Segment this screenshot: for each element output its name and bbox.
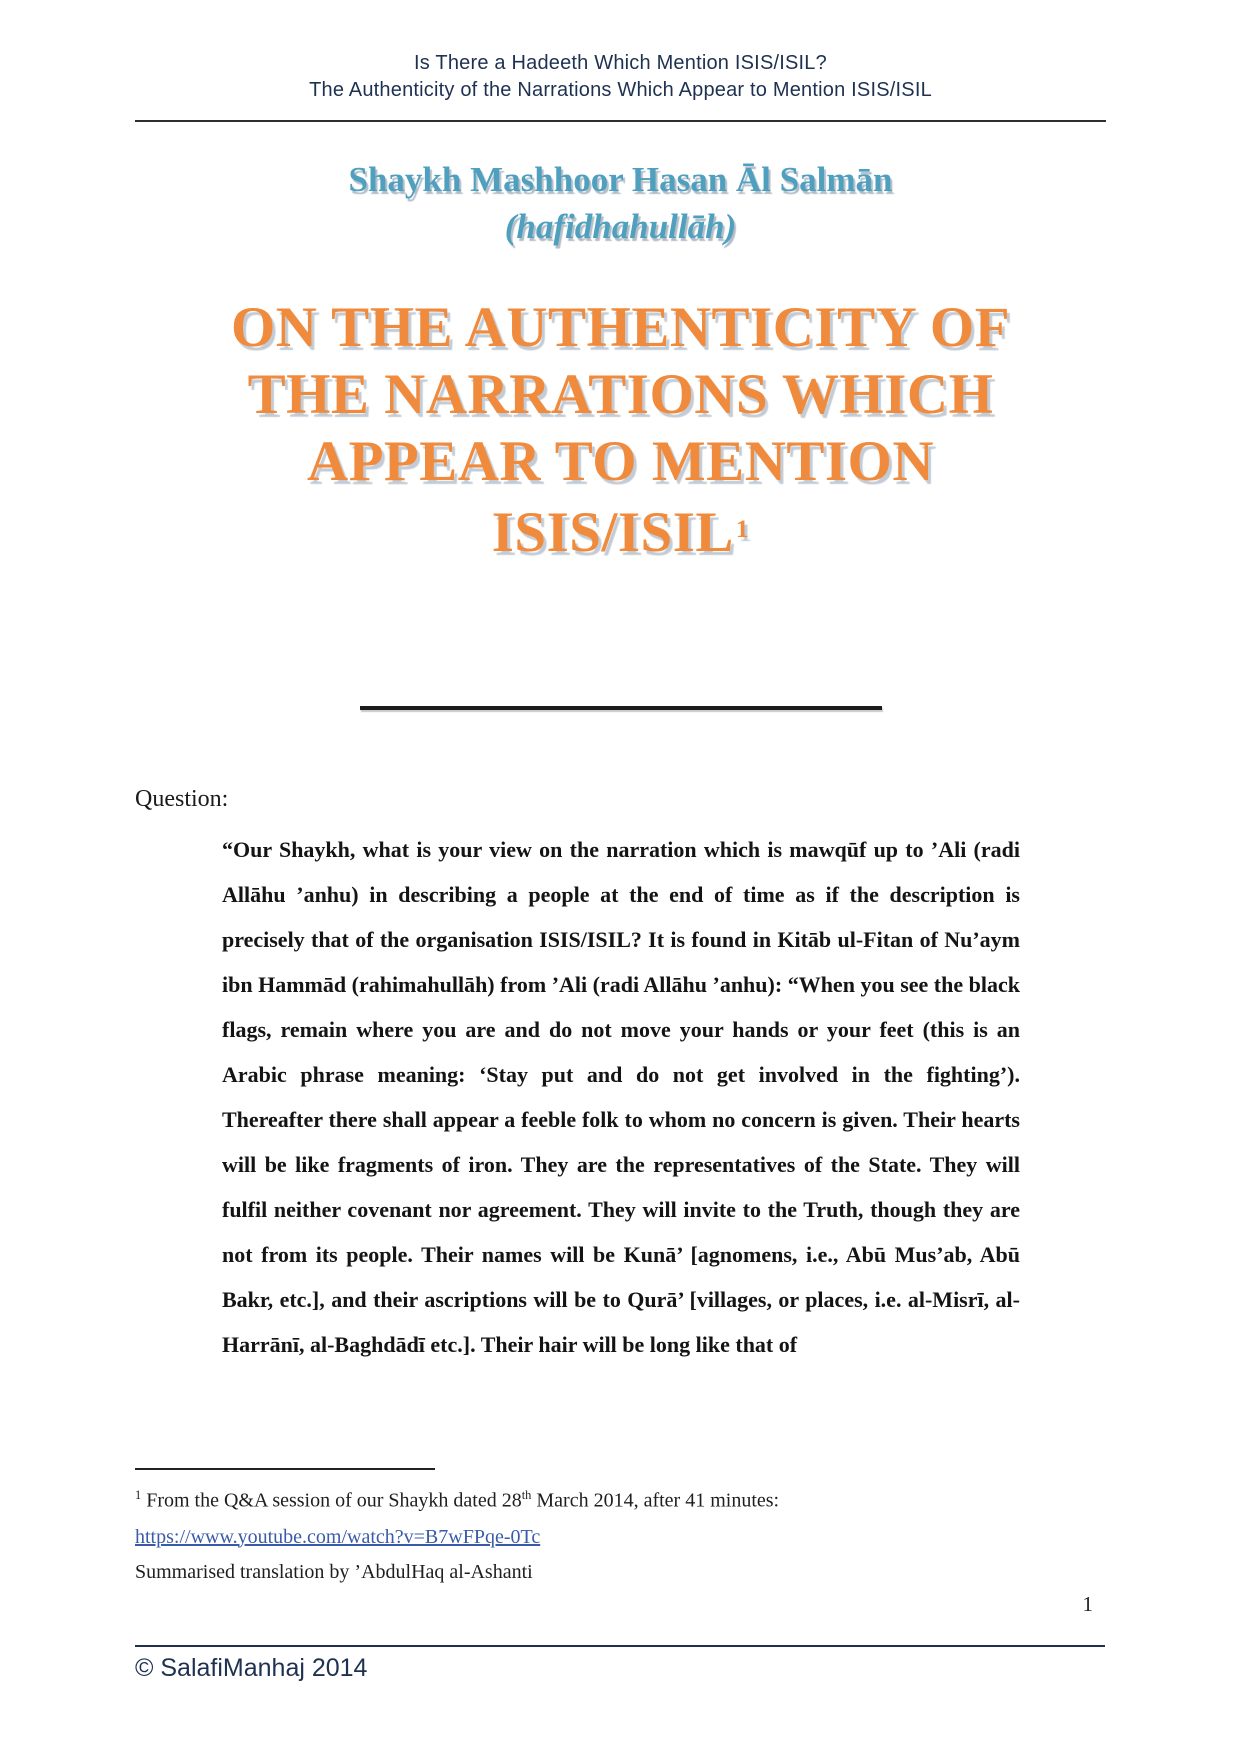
title-line: APPEAR TO MENTION [306,430,935,493]
title-line-text: ISIS/ISIL [491,501,734,565]
question-body: “Our Shaykh, what is your view on the narration which is mawqūf up to ’Ali (radi Allāhu ’anhu) in describing a people at the end of time as if the description is precisely that of the organisation ISIS/ISIL? It is found in Kitāb ul-Fitan of Nu’aym ibn Hammād (rahimahullāh) from ’Ali (radi Allāhu ’anhu): “When you see the black flags, remain where you are and do not move your hands or your feet (this is an Arabic phrase meaning: ‘Stay put and do not get involved in the fighting’). Thereafter there shall appear a feeble folk to whom no concern is given. Their hearts will be like fragments of iron. They are the representatives of the State. They will fulfil neither covenant nor agreement. They will invite to the Truth, though they are not from its people. Their names will be Kunā’ [agnomens, i.e., Abū Mus’ab, Abū Bakr, etc.], and their ascriptions will be to Qurā’ [villages, or places, i.e. al-Misrī, al-Harrānī, al-Baghdādī etc.]. Their hair will be long like that of [222,837,1020,1358]
title-line: ON THE AUTHENTICITY OF [230,296,1011,359]
footnote-marker: 1 [135,1488,142,1502]
author-name: Shaykh Mashhoor Hasan Āl Salmān [348,160,893,199]
translation-credit: Summarised translation by ’AbdulHaq al-Ashanti [135,1560,533,1583]
youtube-link[interactable]: https://www.youtube.com/watch?v=B7wFPqe-0Tc [135,1525,541,1548]
footer-rule [135,1645,1105,1647]
footnote-text [135,1480,1105,1516]
footnote-text-part-1: From the Q&A session of our Shaykh dated 28 [141,1489,522,1512]
main-title [0,294,1241,566]
author-honorific: (hafidhahullāh) [504,207,737,246]
footnote-reference: 1 [735,514,750,543]
header-rule [135,120,1106,122]
header-line-1: Is There a Hadeeth Which Mention ISIS/ISIL? [414,52,827,74]
footnote-area [135,1468,1105,1587]
copyright-text: © SalafiManhaj 2014 [135,1654,368,1682]
header-line-2: The Authenticity of the Narrations Which Appear to Mention ISIS/ISIL [309,79,932,101]
title-line: THE NARRATIONS WHICH [247,363,994,426]
question-label: Question: [135,786,229,813]
section-divider [360,706,882,710]
ordinal-suffix: th [521,1488,532,1502]
page-header [0,0,1241,104]
author-heading [0,156,1241,250]
page-footer [135,1645,1105,1683]
footnote-separator [135,1468,435,1470]
page-number: 1 [1082,1592,1093,1616]
footnote-text-part-2: March 2014, after 41 minutes: [531,1489,780,1512]
title-line [0,495,1241,566]
